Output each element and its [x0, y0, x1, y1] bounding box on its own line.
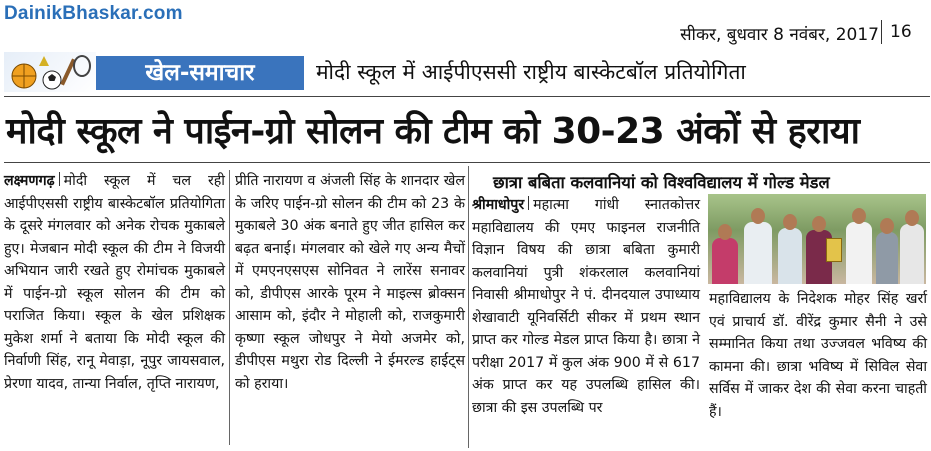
- story-subheadline: छात्रा बबिता कलवानियां को विश्वविद्यालय में गोल्ड मेडल: [493, 173, 830, 192]
- dateline: सीकर, बुधवार 8 नवंबर, 2017: [680, 25, 879, 45]
- person-figure: [876, 232, 898, 284]
- person-head: [718, 224, 732, 240]
- site-logo: DainikBhaskar.com: [4, 3, 183, 24]
- person-head: [880, 218, 894, 234]
- person-figure: [778, 228, 802, 284]
- person-head: [812, 216, 826, 232]
- person-head: [852, 208, 866, 224]
- page-number: 16: [890, 22, 912, 42]
- section-tag: खेल-समाचार: [96, 56, 304, 90]
- story-column: [472, 194, 700, 419]
- person-figure: [712, 238, 738, 284]
- divider: [4, 162, 930, 163]
- award-plaque: [826, 238, 842, 262]
- sports-equipment-icon: [4, 52, 96, 92]
- person-head: [905, 210, 919, 226]
- story-column: [4, 170, 225, 395]
- section-banner: [4, 52, 304, 92]
- person-figure: [744, 222, 772, 284]
- person-head: [783, 214, 797, 230]
- divider: [4, 96, 930, 97]
- divider: [881, 20, 882, 44]
- story-text: महाविद्यालय के निदेशक मोहर सिंह खर्रा एवं प्राचार्य डॉ. वीरेंद्र कुमार सैनी ने उसे सम्मानित किया तथा उज्जवल भविष्य की कामना की। छात्रा भविष्य में सिविल सेवा सर्विस में जाकर देश की सेवा करना चाहती हैं।: [709, 291, 927, 420]
- story-text: प्रीति नारायण व अंजली सिंह के शानदार खेल के जरिए पाईन-ग्रो सोलन की टीम को 23 के मुकाबले 30 अंक बनाते हुए जीत हासिल कर बढ़त बनाई। मंगलवार को खेले गए अन्य मैचों में एमएनएसएस सोनिवत ने लारेंस सनावर को, डीपीएस आरके पूरम ने माइल्स ब्रोक्सन आसाम को, इंदौर ने मोहाली को, राजकुमारी कृष्णा स्कूल जोधपुर ने मेयो अजमेर को, डीपीएस मथुरा रोड दिल्ली ने ईमरल्ड हाईट्स को हराया।: [235, 173, 465, 392]
- column-divider: [468, 166, 469, 448]
- story-text: महात्मा गांधी स्नातकोत्तर महाविद्यालय की एमए फाइनल राजनीति विज्ञान विषय की छात्रा बबिता कुमारी कलवानियां पुत्री शंकरलाल कलवानियां निवासी श्रीमाधोपुर ने पं. दीनदयाल उपाध्याय शेखावाटी यूनिवर्सिटी सीकर में प्रथम स्थान प्राप्त कर गोल्ड मेडल प्राप्त किया है। छात्रा ने परीक्षा 2017 में कुल अंक 900 में से 617 अंक प्राप्त कर यह उपलब्धि हासिल की। छात्रा की इस उपलब्धि पर: [472, 197, 700, 416]
- divider: [59, 172, 60, 186]
- column-divider: [229, 170, 230, 445]
- divider: [528, 196, 529, 210]
- person-head: [751, 208, 765, 224]
- kicker: मोदी स्कूल में आईपीएससी राष्ट्रीय बास्केटबॉल प्रतियोगिता: [316, 60, 746, 84]
- person-figure: [900, 224, 924, 284]
- person-figure: [846, 222, 872, 284]
- news-photo: [708, 194, 926, 284]
- story-column: [709, 288, 927, 423]
- story-dateline: श्रीमाधोपुर: [472, 197, 525, 213]
- story-text: मोदी स्कूल में चल रही आईपीएससी राष्ट्रीय बास्केटबॉल प्रतियोगिता के दूसरे मंगलवार को अनेक रोचक मुकाबले हुए। मेजबान मोदी स्कूल की टीम ने विजयी अभियान जारी रखते हुए रोमांचक मुकाबले में पाईन-ग्रो स्कूल सोलन की टीम को पराजित किया। स्कूल के खेल प्रशिक्षक मुकेश शर्मा ने बताया कि मोदी स्कूल की निर्वाणी सिंह, रानू मेवाड़ा, नूपुर जायसवाल, प्रेरणा यादव, तान्या निर्वाल, तृप्ति नारायण,: [4, 173, 225, 392]
- story-dateline: लक्ष्मणगढ़: [4, 173, 55, 189]
- story-column: [235, 170, 465, 395]
- headline: मोदी स्कूल ने पाईन-ग्रो सोलन की टीम को 30-23 अंकों से हराया: [6, 111, 860, 152]
